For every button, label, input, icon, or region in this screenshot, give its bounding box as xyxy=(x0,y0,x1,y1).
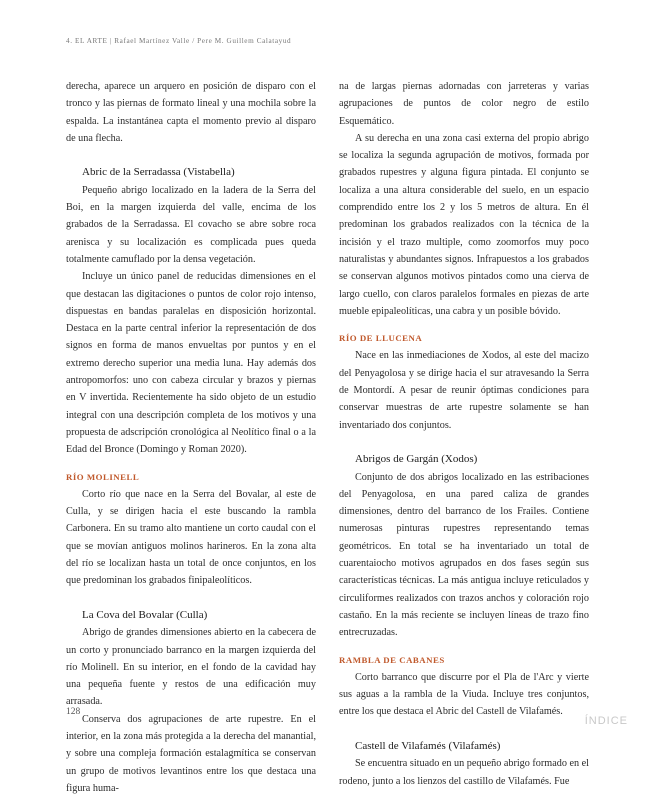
paragraph: Corto barranco que discurre por el Pla de l'Arc y vierte sus aguas a la rambla de la Viuda. Incluye tres conjuntos, entre los que destaca el Abric del Castell de Vilafamés. xyxy=(339,671,589,718)
right-column xyxy=(339,78,589,790)
paragraph: Conjunto de dos abrigos localizado en las estribaciones del Penyagolosa, en una pared caliza de grandes dimensiones, dentro del barranco de los Frailes. Contiene numerosas pinturas rupestres representando temas geométricos. En total se ha inventariado un total de cuarentaiocho motivos agrupados en dos fases según sus características técnicas. La más antigua incluye reticulados y circuliformes realizados con trazos anchos y coloración rojo castaño. En la más reciente se incluyen líneas de trazo fino entrecruzadas. xyxy=(339,471,589,639)
section-heading: RÍO DE LLUCENA xyxy=(339,333,423,344)
left-column xyxy=(66,78,316,797)
subheading: Castell de Vilafamés (Vilafamés) xyxy=(355,739,501,752)
paragraph: Abrigo de grandes dimensiones abierto en la cabecera de un corto y pronunciado barranco en la margen izquierda del río Molinell. En su interior, en el fondo de la cavidad hay una pequeña fuente y restos de una edificación muy arrasada. xyxy=(66,627,316,708)
paragraph: Corto río que nace en la Serra del Bovalar, al este de Culla, y se dirigen hacia el este buscando la rambla Carbonera. En su tramo alto mantiene un corto caudal con el que se movían antiguos molinos harineros. En la zona alta del río se localizan hasta un total de once conjuntos, en los que predominan los grabados finipaleolíticos. xyxy=(66,488,316,587)
paragraph: Incluye un único panel de reducidas dimensiones en el que destacan las digitaciones o puntos de color rojo intenso, dispuestas en bandas paralelas en disposición horizontal. Destaca en la parte central inferior la representación de dos signos en forma de manos envueltas por puntos y en el extremo derecho superior una media luna. Hay además dos antropomorfos: uno con cabeza circular y brazos y piernas en V invertida. Recientemente ha sido objeto de un estudio integral con una descripción completa de los motivos y una propuesta de adscripción cronológica al Neolítico final o a la Edad del Bronce (Domingo y Roman 2020). xyxy=(66,271,316,456)
paragraph: derecha, aparece un arquero en posición de disparo con el tronco y las piernas de formato lineal y una mochila sobre la espalda. La instantánea capta el momento previo al disparo de una flecha. xyxy=(66,81,316,144)
paragraph: Se encuentra situado en un pequeño abrigo formado en el rodeno, junto a los lienzos del castillo de Vilafamés. Fue xyxy=(339,758,589,787)
spacer xyxy=(339,320,589,330)
paragraph: A su derecha en una zona casi externa del propio abrigo se localiza la segunda agrupación de motivos, formada por grabados rupestres y alguna figura pintada. El conjunto se localiza a una altura considerable del suelo, en un espacio comprendido entre los 2 y los 5 metros de altura. En él predominan los grabados realizados con la técnica de la incisión y el trazo multiple, como zoomorfos muy poco naturalistas y abundantes signos. Infrapuestos a los grabados se conservan algunos motivos pintados como una cierva de largo cuello, con claros paralelos formales en piezas de arte mueble epipaleolíticas, una cabra y un posible bóvido. xyxy=(339,132,589,317)
paragraph: Pequeño abrigo localizado en la ladera de la Serra del Boi, en la margen izquierda del valle, encima de los grabados de la Serradassa. El covacho se abre sobre roca arenisca y su localización es complicada pues queda totalmente camuflado por la densa vegetación. xyxy=(66,184,316,265)
page-number: 128 xyxy=(66,707,81,717)
spacer xyxy=(339,642,589,652)
subheading: Abrigos de Gargán (Xodos) xyxy=(355,453,478,466)
spacer xyxy=(66,590,316,607)
paragraph: Conserva dos agrupaciones de arte rupestre. En el interior, en la zona más protegida a la derecha del manantial, y sobre una compleja formación estalagmítica se conservan un grupo de motivos levantinos entre los que destaca una figura huma- xyxy=(66,713,316,794)
section-heading: RÍO MOLINELL xyxy=(66,471,140,482)
spacer xyxy=(66,147,316,164)
spacer xyxy=(66,459,316,469)
section-heading: RAMBLA DE CABANES xyxy=(339,654,445,665)
running-head: 4. EL ARTE | Rafael Martínez Valle / Pere M. Guillem Calatayud xyxy=(66,37,292,45)
subheading: La Cova del Bovalar (Culla) xyxy=(82,608,208,621)
paragraph: Nace en las inmediaciones de Xodos, al este del macizo del Penyagolosa y se dirige hacia el sur atravesando la Serra de Montordí. A pesar de reunir óptimas condiciones para conservar muestras de arte rupestre solamente se han inventariado dos conjuntos. xyxy=(339,350,589,431)
paragraph: na de largas piernas adornadas con jarreteras y varias agrupaciones de puntos de color negro de estilo Esquemático. xyxy=(339,81,589,127)
spacer xyxy=(339,434,589,451)
index-link[interactable]: ÍNDICE xyxy=(584,715,628,727)
subheading: Abric de la Serradassa (Vistabella) xyxy=(82,166,235,179)
spacer xyxy=(339,721,589,738)
